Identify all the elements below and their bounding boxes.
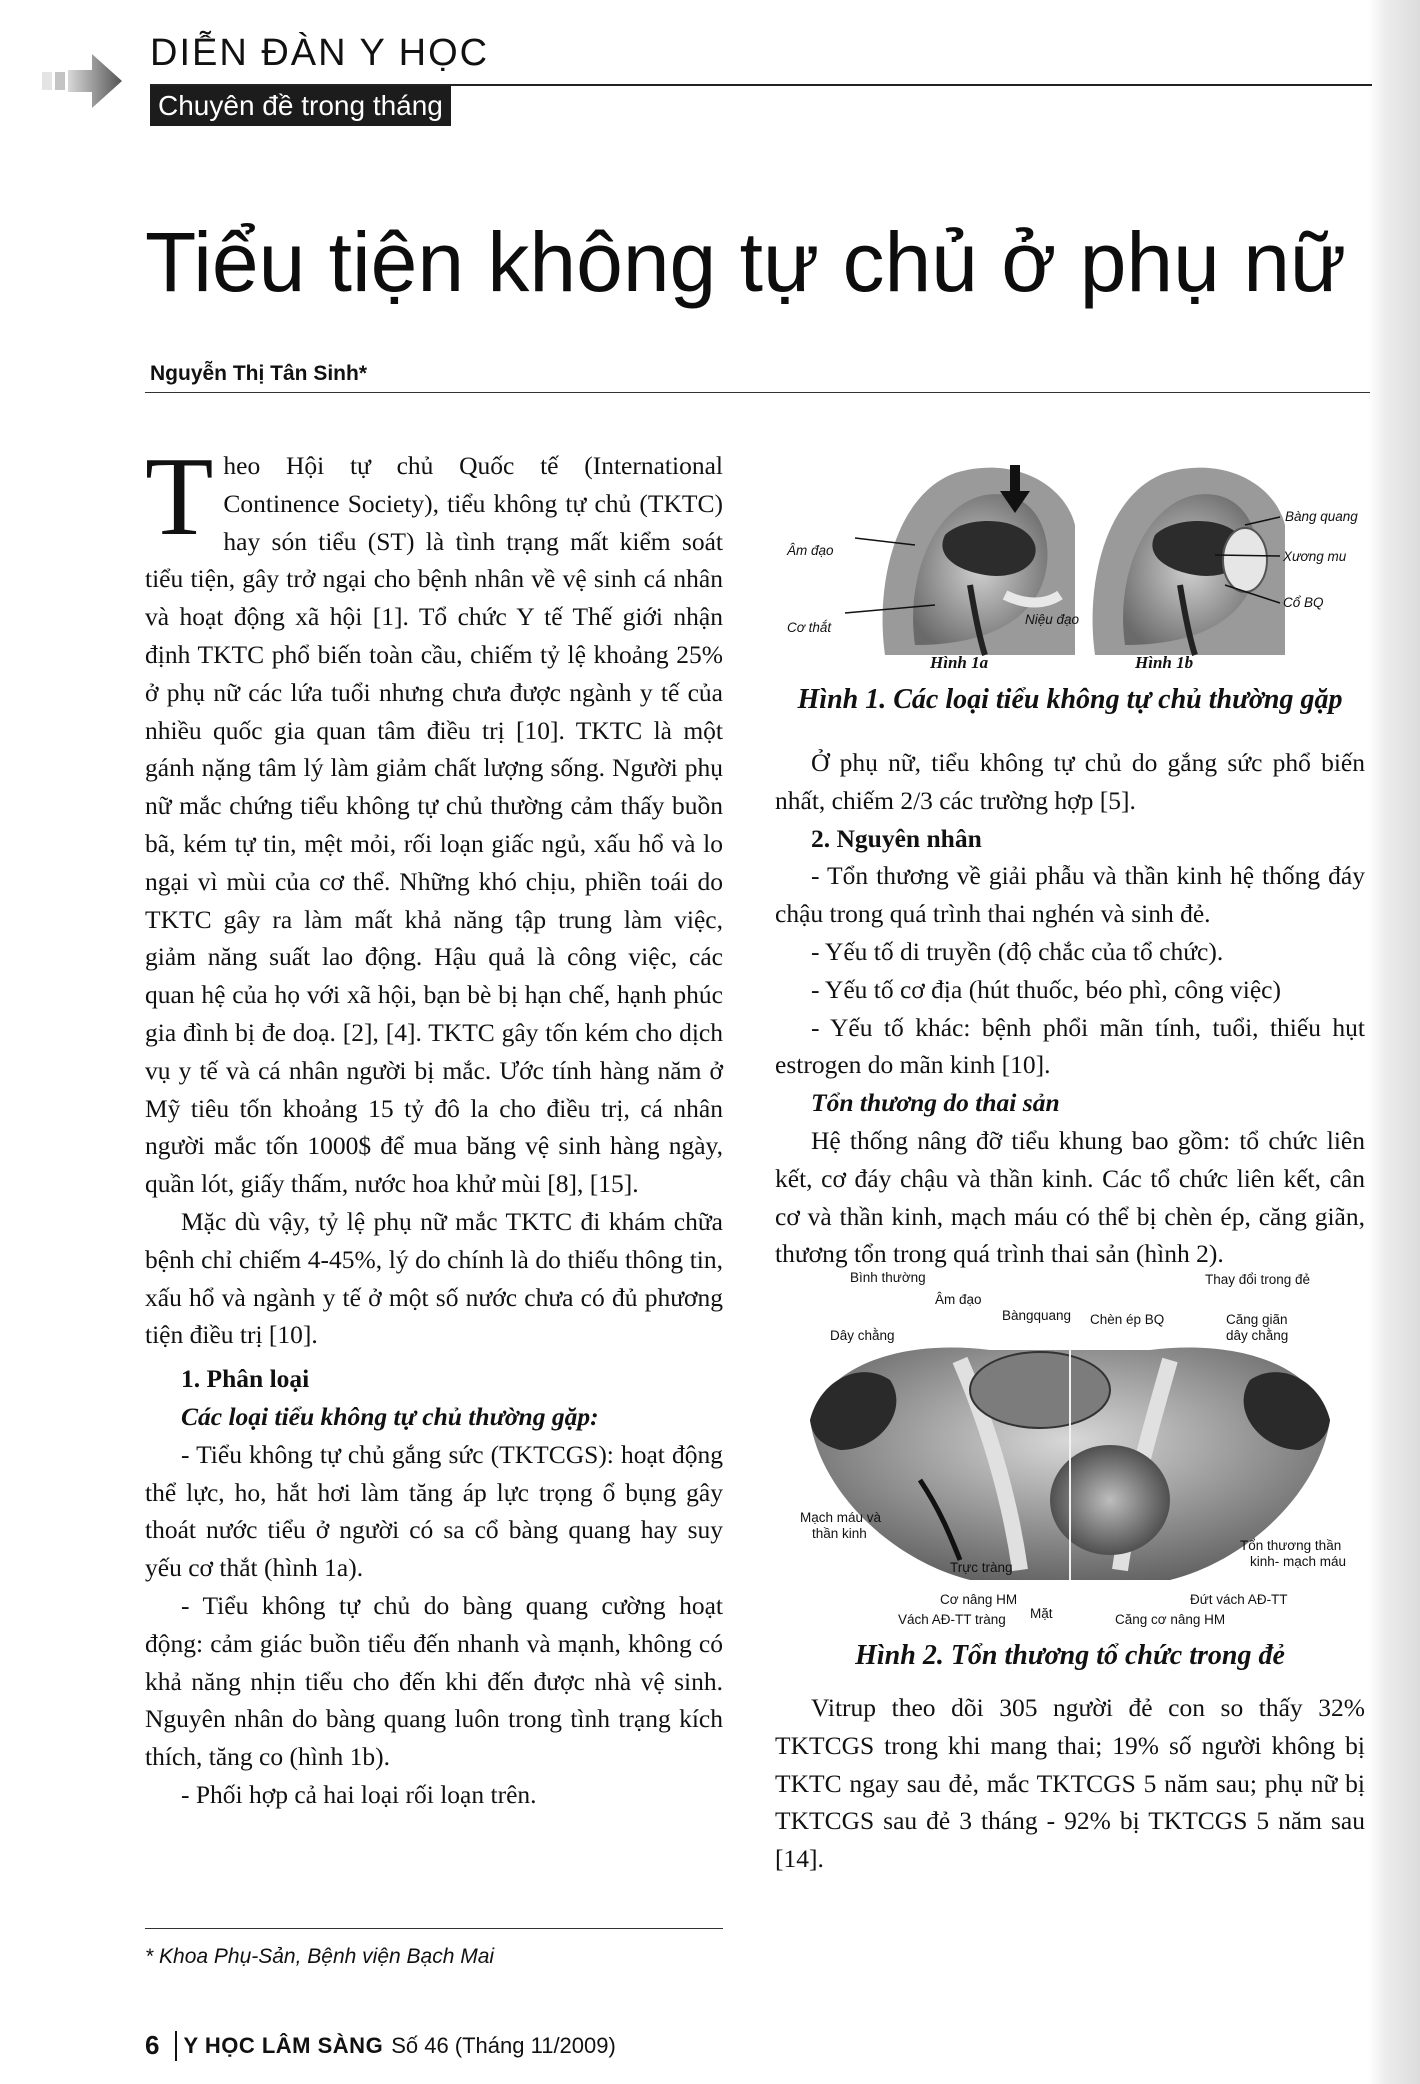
article-author: Nguyễn Thị Tân Sinh* (150, 362, 368, 385)
list-item: - Tiểu không tự chủ gắng sức (TKTCGS): hoạt động thể lực, ho, hắt hơi làm tăng áp lực trọng ổ bụng gây thoát nước tiểu ở người có sa cổ bàng quang hay suy yếu cơ thắt (hình 1a). (145, 1439, 723, 1583)
figure-2-label: Dây chằng (830, 1328, 895, 1343)
figure-2-label: dây chằng (1226, 1328, 1289, 1343)
figure-2-label: Căng giãn (1226, 1312, 1288, 1327)
paragraph: Mặc dù vậy, tỷ lệ phụ nữ mắc TKTC đi khám chữa bệnh chỉ chiếm 4-45%, lý do chính là do thiếu thông tin, xấu hổ và ngành y tế ở một số nước chưa có đủ phương tiện điều trị [10]. (145, 1206, 723, 1350)
figure-2-label: kinh- mạch máu (1250, 1554, 1347, 1569)
intro-paragraph (145, 435, 723, 1203)
section-title: DIỄN ĐÀN Y HỌC (150, 32, 490, 74)
list-item: - Tiểu không tự chủ do bàng quang cường hoạt động: cảm giác buồn tiểu đến nhanh và mạnh, không có khả năng nhịn tiểu cho đến khi đến được nhà vệ sinh. Nguyên nhân do bàng quang luôn trong tình trạng kích thích, tăng co (hình 1b). (145, 1590, 723, 1772)
right-column-bottom (775, 1689, 1365, 1878)
left-column (145, 435, 723, 1814)
footnote: * Khoa Phụ-Sản, Bệnh viện Bạch Mai (145, 1945, 495, 1968)
figure-2-label: Trực tràng (950, 1560, 1013, 1575)
figure-1-caption: Hình 1. Các loại tiểu không tự chủ thường gặp (797, 684, 1343, 715)
list-item: - Yếu tố cơ địa (hút thuốc, béo phì, công việc) (811, 974, 1281, 1004)
figure-2-label: Bàngquang (1002, 1308, 1072, 1323)
figure-1-label: Bàng quang (1285, 509, 1358, 524)
figure-1-label: Niệu đạo (1025, 612, 1080, 627)
footer-divider (175, 2031, 177, 2061)
figure-2-caption: Hình 2. Tổn thương tổ chức trong đẻ (855, 1640, 1285, 1671)
figure-2-label: Bình thường (850, 1270, 926, 1285)
figure-2-label: Thay đổi trong đẻ (1205, 1272, 1311, 1287)
footnote-rule (145, 1928, 723, 1929)
figure-2-label: Đứt vách AĐ-TT (1190, 1592, 1288, 1607)
list-item: - Phối hợp cả hai loại rối loạn trên. (181, 1779, 537, 1809)
figure-1-label: Cổ BQ (1283, 595, 1324, 610)
list-item: - Yếu tố khác: bệnh phổi mãn tính, tuổi, thiếu hụt estrogen do mãn kinh [10]. (775, 1012, 1365, 1080)
intro-text: heo Hội tự chủ Quốc tế (International Continence Society), tiểu không tự chủ (TKTC) hay són tiểu (ST) là tình trạng mất kiểm soát tiểu tiện, gây trở ngại cho bệnh nhân về vệ sinh cá nhân và hoạt động xã hội [1]. Tổ chức Y tế Thế giới nhận định TKTC phổ biến toàn cầu, chiếm tỷ lệ khoảng 25% ở phụ nữ các lứa tuổi nhưng chưa được ngành y tế của nhiều quốc gia quan tâm điều trị [10]. TKTC là một gánh nặng tâm lý làm giảm chất lượng sống. Người phụ nữ mắc chứng tiểu không tự chủ thường cảm thấy buồn bã, kém tự tin, mệt mỏi, rối loạn giấc ngủ, xấu hổ và lo ngại vì mùi của cơ thể. Những khó chịu, phiền toái do TKTC gây ra làm mất khả năng tập trung làm việc, giảm năng suất lao động. Hậu quả là công việc, các quan hệ của họ với xã hội, bạn bè bị hạn chế, hạnh phúc gia đình bị đe doạ. [2], [4]. TKTC gây tốn kém cho dịch vụ y tế và cá nhân người bị mắc. Ước tính hàng năm ở Mỹ tiêu tốn khoảng 15 tỷ đô la cho điều trị, cá nhân người mắc tốn 1000$ để mua băng vệ sinh hàng ngày, quần lót, giấy thấm, nước hoa khử mùi [8], [15]. (145, 451, 723, 1199)
figure-2-label: Vách AĐ-TT tràng (898, 1612, 1006, 1627)
figure-2-label: Âm đạo (935, 1292, 982, 1307)
subsection-heading: Các loại tiểu không tự chủ thường gặp: (181, 1401, 599, 1431)
drop-cap: T (145, 435, 214, 559)
paragraph: Hệ thống nâng đỡ tiểu khung bao gồm: tổ chức liên kết, cơ đáy chậu và thần kinh. Các tổ chức liên kết, cân cơ và thần kinh, mạch máu có thể bị chèn ép, căng giãn, thương tổn trong quá trình thai sản (hình 2). (775, 1125, 1365, 1269)
right-column-top (775, 744, 1365, 1273)
section-arrow-icon (42, 50, 124, 112)
journal-issue: Số 46 (Tháng 11/2009) (391, 2032, 616, 2058)
author-rule (145, 392, 1370, 393)
figure-2-label: Cơ nâng HM (940, 1592, 1018, 1607)
page-footer (145, 2030, 616, 2061)
figure-2-label: Chèn ép BQ (1090, 1312, 1165, 1327)
figure-1-illustration (775, 455, 1365, 675)
subsection-heading: Tổn thương do thai sản (811, 1088, 1060, 1118)
figure-2 (790, 1270, 1350, 1630)
section-heading: 2. Nguyên nhân (811, 823, 982, 853)
list-item: - Yếu tố di truyền (độ chắc của tổ chức). (811, 936, 1224, 966)
article-title: Tiểu tiện không tự chủ ở phụ nữ (145, 215, 1347, 309)
figure-2-label: Mặt (1030, 1606, 1053, 1621)
figure-1a-label: Hình 1a (930, 653, 989, 672)
figure-1-label: Xương mu (1283, 549, 1347, 564)
section-heading: 1. Phân loại (181, 1364, 310, 1394)
figure-1 (775, 455, 1365, 675)
figure-2-label: thần kinh (812, 1526, 867, 1541)
figure-2-label: Mạch máu và (800, 1510, 882, 1525)
page-number: 6 (145, 2030, 160, 2060)
figure-2-label: Căng cơ nâng HM (1115, 1612, 1226, 1627)
figure-1b-label: Hình 1b (1135, 653, 1194, 672)
paragraph: Ở phụ nữ, tiểu không tự chủ do gắng sức phổ biến nhất, chiếm 2/3 các trường hợp [5]. (775, 748, 1365, 815)
figure-1-label: Cơ thắt (787, 620, 832, 635)
section-badge: Chuyên đề trong tháng (150, 86, 451, 126)
figure-1-label: Âm đạo (787, 543, 834, 558)
figure-2-label: Tổn thương thần (1240, 1538, 1342, 1553)
page-edge-shadow (1368, 0, 1420, 2084)
paragraph: Vitrup theo dõi 305 người đẻ con so thấy 32% TKTCGS trong khi mang thai; 19% số người không bị TKTC ngay sau đẻ, mắc TKTCGS 5 năm sau; phụ nữ bị TKTCGS sau đẻ 3 tháng - 92% bị TKTCGS 5 năm sau [14]. (775, 1693, 1365, 1874)
journal-name: Y HỌC LÂM SÀNG (183, 2032, 384, 2058)
list-item: - Tổn thương về giải phẫu và thần kinh hệ thống đáy chậu trong quá trình thai nghén và sinh đẻ. (775, 861, 1365, 929)
